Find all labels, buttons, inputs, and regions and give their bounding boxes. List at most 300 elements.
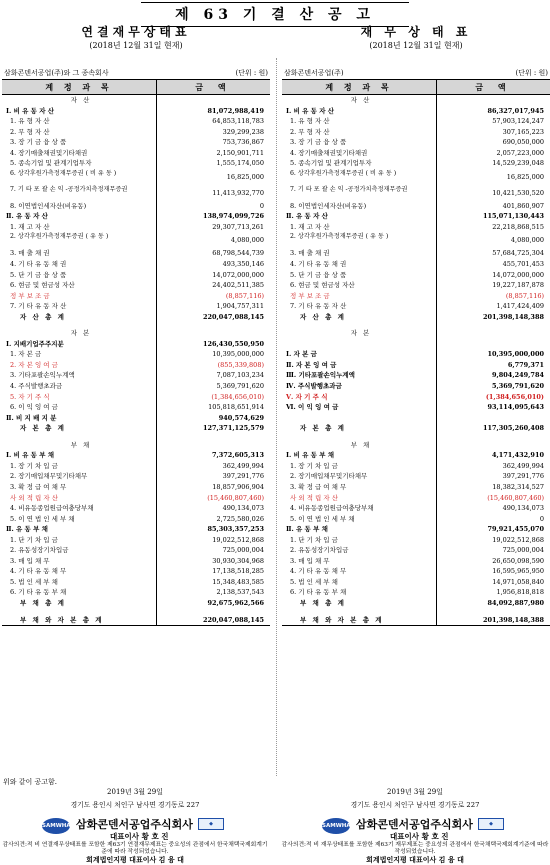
amount-value: 22,218,868,515 bbox=[492, 222, 544, 231]
amount-value bbox=[157, 328, 270, 339]
amount-value: 14,072,000,000 bbox=[212, 270, 264, 279]
account-label: 7. 기 타 포 괄 손 익 -공정가치측정재무증권 bbox=[2, 185, 157, 201]
table-row bbox=[282, 370, 550, 381]
table-row bbox=[282, 328, 550, 339]
account-label: 자 본 bbox=[282, 328, 437, 339]
table-row bbox=[2, 413, 270, 424]
account-label: 3. 확 정 급 여 채 무 bbox=[282, 482, 437, 493]
account-label: 1. 자 본 금 bbox=[2, 349, 157, 360]
amount-value bbox=[437, 95, 550, 106]
table-row bbox=[282, 524, 550, 535]
amount-value: (1,384,656,010) bbox=[211, 392, 264, 401]
amount-value: 86,327,017,945 bbox=[487, 106, 544, 115]
amount-value: 68,798,544,739 bbox=[212, 249, 264, 258]
account-label: 3. 매 입 채 무 bbox=[282, 556, 437, 567]
table-row bbox=[2, 158, 270, 169]
amount-value: (15,460,807,460) bbox=[487, 493, 544, 502]
amount-value: 455,701,453 bbox=[502, 260, 544, 269]
table-row bbox=[282, 392, 550, 403]
account-label: 6. 현금 및 현금성 자산 bbox=[282, 280, 437, 291]
ceo-name: 대표이사 황 호 진 bbox=[110, 832, 169, 841]
account-label: 부 채 총 계 bbox=[282, 598, 437, 609]
table-row bbox=[2, 450, 270, 461]
amount-value: 307,165,223 bbox=[502, 127, 544, 136]
table-header bbox=[282, 80, 550, 95]
table-row bbox=[282, 577, 550, 588]
account-label: 2. 장기매입채무및기타채무 bbox=[282, 471, 437, 482]
amount-value: 397,291,776 bbox=[502, 472, 544, 481]
amount-value bbox=[437, 413, 550, 424]
table-row bbox=[282, 545, 550, 556]
table-row bbox=[282, 535, 550, 546]
account-label: 사 외 적 립 자 산 bbox=[2, 493, 157, 504]
amount-value: 7,372,605,313 bbox=[211, 451, 264, 460]
amount-value: 4,080,000 bbox=[230, 236, 264, 245]
amount-value bbox=[437, 339, 550, 350]
amount-value bbox=[157, 95, 270, 106]
account-label: 부 채 bbox=[2, 440, 157, 451]
table-row bbox=[282, 615, 550, 626]
amount-value: 401,860,907 bbox=[502, 201, 544, 210]
account-label: 6. 기 타 유 동 부 채 bbox=[282, 587, 437, 598]
table-row bbox=[2, 370, 270, 381]
table-row bbox=[282, 598, 550, 609]
amount-value: 57,903,124,247 bbox=[492, 117, 544, 126]
table-row bbox=[2, 615, 270, 626]
header-amount: 금 액 bbox=[475, 82, 512, 92]
certification-badge-icon: ◆ bbox=[478, 818, 504, 830]
account-label: 자 산 총 계 bbox=[282, 312, 437, 323]
table-row bbox=[282, 201, 550, 212]
table-row bbox=[282, 312, 550, 323]
table-row bbox=[282, 169, 550, 185]
account-label: 4. 장기매출채권및기타채권 bbox=[282, 148, 437, 159]
account-label: Ⅰ. 자 본 금 bbox=[282, 349, 437, 360]
consolidated-statement bbox=[2, 24, 270, 626]
account-label: 4. 비유동종업원급여충당부채 bbox=[282, 503, 437, 514]
amount-value: 0 bbox=[259, 201, 264, 210]
amount-value: 201,398,148,388 bbox=[482, 615, 544, 624]
amount-value: 30,930,304,968 bbox=[212, 556, 264, 565]
account-label: 4. 기 타 유 동 채 무 bbox=[2, 566, 157, 577]
table-row bbox=[282, 413, 550, 424]
amount-value: 493,350,146 bbox=[222, 260, 264, 269]
company-full-name: 삼화콘덴서공업주식회사 bbox=[356, 818, 473, 831]
amount-value: 220,047,088,145 bbox=[202, 615, 264, 624]
table-row bbox=[2, 259, 270, 270]
account-label: Ⅱ. 비 지 배 지 분 bbox=[2, 413, 157, 424]
amount-value: 2,150,901,711 bbox=[216, 148, 264, 157]
account-label: 4. 기 타 유 동 채 권 bbox=[282, 259, 437, 270]
amount-value bbox=[437, 440, 550, 451]
amount-value: 16,825,000 bbox=[506, 172, 544, 181]
header-amount: 금 액 bbox=[195, 82, 232, 92]
account-label: 3. 기타포괄손익누계액 bbox=[2, 370, 157, 381]
table-row bbox=[2, 440, 270, 451]
table-row bbox=[2, 535, 270, 546]
table-row bbox=[282, 127, 550, 138]
amount-value: (8,857,116) bbox=[225, 291, 264, 300]
company-address: 경기도 용인시 처인구 남사면 경기동로 227 bbox=[70, 801, 200, 809]
table-row bbox=[2, 503, 270, 514]
amount-value: 127,371,125,579 bbox=[202, 424, 264, 433]
amount-value: (1,384,656,010) bbox=[485, 392, 544, 401]
account-label: Ⅰ. 비 유 동 자 산 bbox=[282, 106, 437, 117]
amount-value: 1,904,757,311 bbox=[216, 302, 264, 311]
table-row bbox=[282, 137, 550, 148]
amount-value: 201,398,148,388 bbox=[482, 312, 544, 321]
table-row bbox=[2, 127, 270, 138]
table-row bbox=[2, 148, 270, 159]
table-row bbox=[2, 349, 270, 360]
amount-value: 4,080,000 bbox=[510, 236, 544, 245]
amount-value: 6,779,371 bbox=[507, 360, 544, 369]
account-label: 4. 주식발행초과금 bbox=[2, 381, 157, 392]
account-label: 1. 재 고 자 산 bbox=[282, 222, 437, 233]
account-label: Ⅲ. 기타포괄손익누계액 bbox=[282, 370, 437, 381]
amount-value: 753,736,867 bbox=[222, 138, 264, 147]
account-label: 4. 장기매출채권및기타채권 bbox=[2, 148, 157, 159]
account-label: 자 산 총 계 bbox=[2, 312, 157, 323]
table-row bbox=[2, 524, 270, 535]
amount-value: 17,138,518,285 bbox=[212, 567, 264, 576]
amount-value: 16,595,965,950 bbox=[492, 567, 544, 576]
account-label: 5. 이 연 법 인 세 부 채 bbox=[282, 514, 437, 525]
amount-value: 18,857,906,904 bbox=[212, 482, 264, 491]
table-row bbox=[2, 291, 270, 302]
table-row bbox=[282, 381, 550, 392]
announcement-date: 2019년 3월 29일 bbox=[107, 788, 163, 796]
amount-value: 725,000,004 bbox=[502, 546, 544, 555]
table-row bbox=[2, 577, 270, 588]
account-label: 3. 매 출 채 권 bbox=[282, 248, 437, 259]
account-label: 5. 단 기 금 융 상 품 bbox=[2, 270, 157, 281]
account-label: 1. 단 기 차 입 금 bbox=[282, 535, 437, 546]
table-row bbox=[2, 185, 270, 201]
ceo-name: 대표이사 황 호 진 bbox=[390, 832, 449, 841]
account-label: 4. 기 타 유 동 채 무 bbox=[282, 566, 437, 577]
table-row bbox=[2, 360, 270, 371]
amount-value: 115,071,130,443 bbox=[482, 212, 544, 221]
account-label: 부 채 총 계 bbox=[2, 598, 157, 609]
company-address: 경기도 용인시 처인구 남사면 경기동로 227 bbox=[350, 801, 480, 809]
account-label: Ⅰ. 비 유 동 자 산 bbox=[2, 106, 157, 117]
amount-value: 14,529,239,048 bbox=[492, 159, 544, 168]
amount-value: 126,430,550,950 bbox=[202, 339, 264, 348]
table-row bbox=[2, 556, 270, 567]
account-label: 2. 자 본 잉 여 금 bbox=[2, 360, 157, 371]
company-full-name: 삼화콘덴서공업주식회사 bbox=[76, 818, 193, 831]
amount-value: 57,684,725,304 bbox=[492, 249, 544, 258]
amount-value: (15,460,807,460) bbox=[207, 493, 264, 502]
samwha-logo-icon: SAMWHA bbox=[322, 818, 350, 834]
table-row bbox=[2, 211, 270, 222]
table-row bbox=[2, 116, 270, 127]
amount-value: 9,804,249,784 bbox=[491, 371, 544, 380]
account-label: 6. 기 타 유 동 부 채 bbox=[2, 587, 157, 598]
company-name-label: 삼화콘덴서공업(주) bbox=[284, 69, 344, 77]
table-row bbox=[282, 402, 550, 413]
account-label: 5. 자 기 주 식 bbox=[2, 392, 157, 403]
table-row bbox=[2, 328, 270, 339]
table-row bbox=[2, 482, 270, 493]
account-label: 자 본 총 계 bbox=[2, 423, 157, 434]
account-label: Ⅱ. 유 동 부 채 bbox=[282, 524, 437, 535]
amount-value: 10,395,000,000 bbox=[212, 350, 264, 359]
table-row bbox=[2, 222, 270, 233]
table-row bbox=[282, 106, 550, 117]
amount-value: 105,818,651,914 bbox=[208, 403, 264, 412]
amount-value: 0 bbox=[539, 514, 544, 523]
header-item: 계 정 과 목 bbox=[2, 80, 157, 94]
table-row bbox=[2, 137, 270, 148]
amount-value: 2,057,223,000 bbox=[496, 148, 544, 157]
amount-value: 220,047,088,145 bbox=[202, 312, 264, 321]
table-row bbox=[282, 339, 550, 350]
audit-opinion: 감사의견:적 비 재무상태표를 포함한 제63기 재무제표는 중요성의 관점에서 한국채택국제회계기준에 따라 작성되었습니다. bbox=[281, 842, 549, 855]
account-label: 1. 유 형 자 산 bbox=[2, 116, 157, 127]
table-row bbox=[282, 587, 550, 598]
table-row bbox=[282, 280, 550, 291]
table-header bbox=[2, 80, 270, 95]
table-row bbox=[2, 312, 270, 323]
table-row bbox=[2, 280, 270, 291]
amount-value: 490,134,073 bbox=[222, 504, 264, 513]
table-row bbox=[2, 201, 270, 212]
unit-label: (단위 : 원) bbox=[515, 69, 548, 77]
table-row bbox=[2, 169, 270, 185]
amount-value bbox=[157, 440, 270, 451]
balance-sheet-table bbox=[2, 79, 270, 626]
account-label: 2. 상각후원가측정재무증권 ( 유 동 ) bbox=[2, 232, 157, 248]
account-label: 5. 종속기업 및 관계기업투자 bbox=[282, 158, 437, 169]
table-row bbox=[282, 349, 550, 360]
account-label: 3. 매 입 채 무 bbox=[2, 556, 157, 567]
account-label: 1. 장 기 차 입 금 bbox=[282, 461, 437, 472]
balance-sheet-table bbox=[282, 79, 550, 626]
table-row bbox=[282, 158, 550, 169]
account-label: 5. 단 기 금 융 상 품 bbox=[282, 270, 437, 281]
amount-value: 7,087,103,234 bbox=[216, 371, 264, 380]
account-label: 5. 법 인 세 부 채 bbox=[282, 577, 437, 588]
account-label: 6. 현금 및 현금성 자산 bbox=[2, 280, 157, 291]
statement-period: (2018년 12월 31일 현재) bbox=[369, 41, 463, 50]
table-row bbox=[2, 301, 270, 312]
table-row bbox=[2, 106, 270, 117]
account-label: 부 채 bbox=[282, 440, 437, 451]
amount-value: 490,134,073 bbox=[502, 504, 544, 513]
audit-opinion: 감사의견:적 비 연결재무상태표를 포함한 제63기 연결재무제표는 중요성의 관점에서 한국채택국제회계기준에 따라 작성되었습니다. bbox=[2, 842, 268, 855]
account-label: Ⅱ. 자 본 잉 여 금 bbox=[282, 360, 437, 371]
account-label: 자 산 bbox=[282, 95, 437, 106]
amount-value: 24,402,511,385 bbox=[212, 281, 264, 290]
account-label: Ⅵ. 이 익 잉 여 금 bbox=[282, 402, 437, 413]
account-label: 3. 확 정 급 여 채 무 bbox=[2, 482, 157, 493]
amount-value: 16,825,000 bbox=[226, 172, 264, 181]
account-label: 정 부 보 조 금 bbox=[282, 291, 437, 302]
table-row bbox=[282, 270, 550, 281]
account-label: 2. 유동성장기차입금 bbox=[2, 545, 157, 556]
amount-value: 19,022,512,868 bbox=[212, 535, 264, 544]
table-row bbox=[2, 339, 270, 350]
amount-value: 81,072,988,419 bbox=[207, 106, 264, 115]
table-row bbox=[2, 461, 270, 472]
amount-value: 10,395,000,000 bbox=[487, 350, 544, 359]
amount-value: 940,574,629 bbox=[218, 413, 264, 422]
account-label: Ⅱ. 유 동 부 채 bbox=[2, 524, 157, 535]
account-label: Ⅱ. 유 동 자 산 bbox=[282, 211, 437, 222]
account-label: 6. 상각후원가측정재무증권 ( 비 유 동 ) bbox=[2, 169, 157, 185]
table-row bbox=[2, 587, 270, 598]
account-label: 1. 재 고 자 산 bbox=[2, 222, 157, 233]
header-item: 계 정 과 목 bbox=[282, 80, 437, 94]
account-label: 3. 매 출 채 권 bbox=[2, 248, 157, 259]
account-label: 사 외 적 립 자 산 bbox=[282, 493, 437, 504]
amount-value: 18,382,314,527 bbox=[492, 482, 544, 491]
account-label: 2. 무 형 자 산 bbox=[2, 127, 157, 138]
account-label: Ⅴ. 자 기 주 식 bbox=[282, 392, 437, 403]
account-label: Ⅰ. 비 유 동 부 채 bbox=[282, 450, 437, 461]
table-row bbox=[282, 301, 550, 312]
table-row bbox=[282, 556, 550, 567]
account-label: 3. 장 기 금 융 상 품 bbox=[2, 137, 157, 148]
amount-value: 4,171,432,910 bbox=[491, 451, 544, 460]
amount-value: 397,291,776 bbox=[222, 472, 264, 481]
table-row bbox=[282, 471, 550, 482]
table-row bbox=[282, 222, 550, 233]
table-row bbox=[2, 471, 270, 482]
amount-value: 2,725,580,026 bbox=[216, 514, 264, 523]
table-row bbox=[282, 423, 550, 434]
account-label: 자 산 bbox=[2, 95, 157, 106]
account-label: 부 채 와 자 본 총 계 bbox=[282, 615, 437, 626]
auditor-signature: 회계법인지평 대표이사 김 융 대 bbox=[366, 856, 464, 864]
table-row bbox=[282, 440, 550, 451]
account-label: 자 본 bbox=[2, 328, 157, 339]
account-label bbox=[282, 413, 437, 424]
column-divider bbox=[276, 58, 277, 776]
amount-value: 26,650,098,590 bbox=[492, 556, 544, 565]
statement-period: (2018년 12월 31일 현재) bbox=[89, 41, 183, 50]
table-row bbox=[282, 482, 550, 493]
amount-value: 19,227,187,878 bbox=[492, 281, 544, 290]
statement-meta bbox=[2, 68, 270, 79]
amount-value: 2,138,537,543 bbox=[216, 588, 264, 597]
table-row bbox=[282, 493, 550, 504]
table-row bbox=[2, 566, 270, 577]
account-label: 1. 장 기 차 입 금 bbox=[2, 461, 157, 472]
amount-value: 15,348,483,585 bbox=[212, 577, 264, 586]
amount-value: 725,000,004 bbox=[222, 546, 264, 555]
account-label: 7. 기 타 유 동 자 산 bbox=[282, 301, 437, 312]
table-row bbox=[282, 566, 550, 577]
certification-badge-icon: ◆ bbox=[198, 818, 224, 830]
amount-value: 29,307,713,261 bbox=[212, 222, 264, 231]
table-row bbox=[282, 503, 550, 514]
statement-meta bbox=[282, 68, 550, 79]
account-label: 6. 이 익 잉 여 금 bbox=[2, 402, 157, 413]
auditor-signature: 회계법인지평 대표이사 김 융 대 bbox=[86, 856, 184, 864]
account-label: 4. 비유동종업원급여충당부채 bbox=[2, 503, 157, 514]
amount-value: (855,339,808) bbox=[217, 360, 264, 369]
amount-value: 11,413,932,770 bbox=[212, 188, 264, 197]
table-row bbox=[282, 450, 550, 461]
table-row bbox=[2, 270, 270, 281]
account-label: 6. 상각후원가측정재무증권 ( 비 유 동 ) bbox=[282, 169, 437, 185]
company-brand bbox=[280, 814, 550, 842]
table-row bbox=[2, 392, 270, 403]
amount-value: 84,092,887,980 bbox=[487, 598, 544, 607]
samwha-logo-icon: SAMWHA bbox=[42, 818, 70, 834]
account-label: 부 채 와 자 본 총 계 bbox=[2, 615, 157, 626]
account-label: Ⅰ. 지배기업주주지분 bbox=[2, 339, 157, 350]
amount-value: 14,072,000,000 bbox=[492, 270, 544, 279]
account-label: 2. 상각후원가측정재무증권 ( 유 동 ) bbox=[282, 232, 437, 248]
account-label: 자 본 총 계 bbox=[282, 423, 437, 434]
account-label: 5. 이 연 법 인 세 부 채 bbox=[2, 514, 157, 525]
company-name-label: 삼화콘덴서공업(주)와 그 종속회사 bbox=[4, 69, 109, 77]
amount-value: 93,114,095,643 bbox=[487, 403, 544, 412]
table-row bbox=[2, 402, 270, 413]
table-body bbox=[2, 95, 270, 625]
table-row bbox=[282, 248, 550, 259]
amount-value: 1,417,424,409 bbox=[496, 302, 544, 311]
table-row bbox=[282, 232, 550, 248]
table-row bbox=[282, 95, 550, 106]
account-label: 7. 기 타 포 괄 손 익 -공정가치측정재무증권 bbox=[282, 185, 437, 201]
amount-value: (8,857,116) bbox=[505, 291, 544, 300]
table-row bbox=[2, 381, 270, 392]
statement-title: 재 무 상 태 표 bbox=[360, 25, 472, 39]
amount-value: 1,555,174,050 bbox=[216, 159, 264, 168]
account-label: 1. 유 형 자 산 bbox=[282, 116, 437, 127]
account-label: 3. 장 기 금 융 상 품 bbox=[282, 137, 437, 148]
amount-value: 5,369,791,620 bbox=[216, 382, 264, 391]
amount-value: 690,050,000 bbox=[502, 138, 544, 147]
account-label: 4. 기 타 유 동 채 권 bbox=[2, 259, 157, 270]
table-row bbox=[282, 461, 550, 472]
account-label: 2. 장기매입채무및기타채무 bbox=[2, 471, 157, 482]
amount-value: 14,971,058,840 bbox=[492, 577, 544, 586]
account-label bbox=[282, 339, 437, 350]
amount-value: 117,305,260,408 bbox=[482, 424, 544, 433]
account-label: 정 부 보 조 금 bbox=[2, 291, 157, 302]
table-row bbox=[2, 598, 270, 609]
table-row bbox=[282, 116, 550, 127]
amount-value: 92,675,962,566 bbox=[207, 598, 264, 607]
table-body bbox=[282, 95, 550, 625]
table-row bbox=[282, 291, 550, 302]
account-label: Ⅰ. 비 유 동 부 채 bbox=[2, 450, 157, 461]
account-label: 8. 이연법인세자산(비유동) bbox=[282, 201, 437, 212]
table-row bbox=[2, 423, 270, 434]
account-label: 5. 종속기업 및 관계기업투자 bbox=[2, 158, 157, 169]
amount-value: 362,499,994 bbox=[222, 461, 264, 470]
account-label: 8. 이연법인세자산(비유동) bbox=[2, 201, 157, 212]
table-row bbox=[2, 232, 270, 248]
table-row bbox=[2, 493, 270, 504]
separate-statement bbox=[282, 24, 550, 626]
amount-value: 362,499,994 bbox=[502, 461, 544, 470]
account-label: Ⅱ. 유 동 자 산 bbox=[2, 211, 157, 222]
amount-value: 19,022,512,868 bbox=[492, 535, 544, 544]
unit-label: (단위 : 원) bbox=[235, 69, 268, 77]
amount-value: 85,303,357,253 bbox=[207, 525, 264, 534]
announcement-title: 제 63 기 결 산 공 고 bbox=[141, 2, 409, 27]
table-row bbox=[2, 248, 270, 259]
amount-value: 138,974,099,726 bbox=[202, 212, 264, 221]
amount-value: 5,369,791,620 bbox=[491, 382, 544, 391]
